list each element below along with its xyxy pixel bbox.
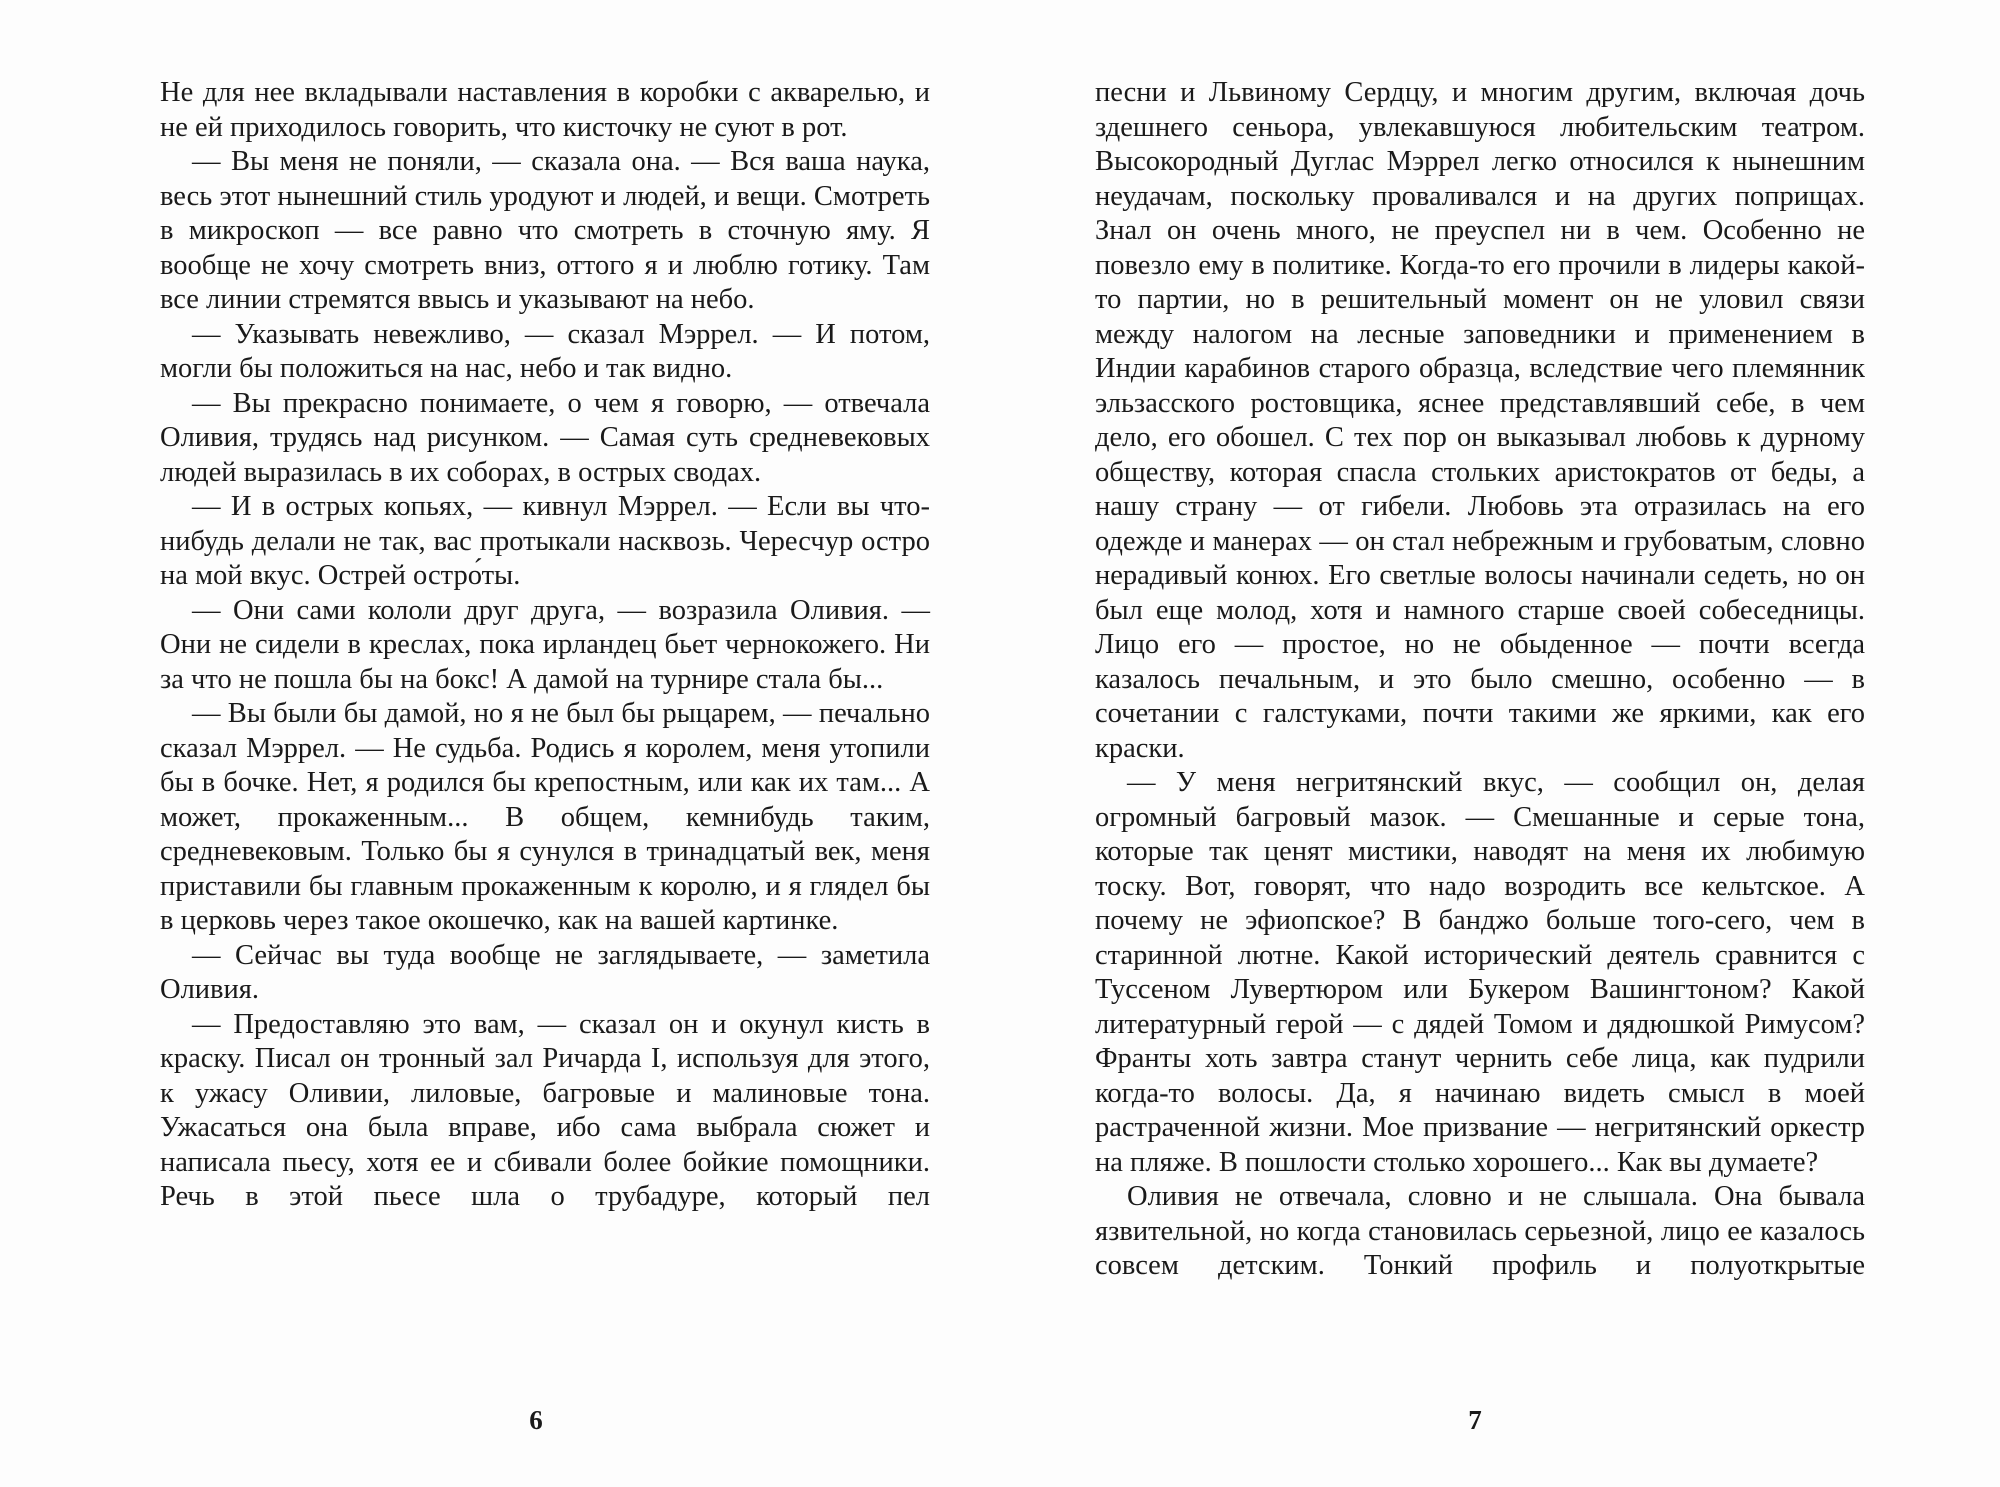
paragraph: Оливия не отвечала, словно и не слышала. Она бывала язвительной, но когда становилась серьезной, лицо ее казалось совсем детским. Тонкий профиль и полуоткрытые xyxy=(1095,1181,1865,1281)
paragraph: — И в острых копьях, — кивнул Мэррел. — Если вы что-нибудь делали не так, вас протыкали насквозь. Чересчур остро на мой вкус. Острей остро́ты. xyxy=(160,491,930,591)
paragraph: — Сейчас вы туда вообще не заглядываете, — заметила Оливия. xyxy=(160,939,930,1005)
paragraph: Не для нее вкладывали наставления в коробки с акварелью, и не ей приходилось говорить, что кисточку не суют в рот. xyxy=(160,77,930,143)
paragraph: песни и Львиному Сердцу, и многим другим, включая дочь здешнего сеньора, увлекавшуюся любительским театром. Высокородный Дуглас Мэррел легко относился к нынешним неудачам, поскольку проваливался и на других поприщах. Знал он очень много, не преуспел ни в чем. Особенно не повезло ему в политике. Когда-то его прочили в лидеры какой-то партии, но в решительный момент он не уловил связи между налогом на лесные заповедники и применением в Индии карабинов старого образца, вследствие чего племянник эльзасского ростовщика, яснее представлявший себе, в чем дело, его обошел. С тех пор он выказывал любовь к дурному обществу, которая спасла стольких аристократов от беды, а нашу страну — от гибели. Любовь эта отразилась на его одежде и манерах — он стал небрежным и грубоватым, словно нерадивый конюх. Его светлые волосы начинали седеть, но он был еще молод, хотя и намного старше своей собеседницы. Лицо его — простое, но не обыденное — почти всегда казалось печальным, и это было смешно, особенно — в сочетании с галстуками, почти такими же яркими, как его краски. xyxy=(1095,77,1865,764)
right-page-text xyxy=(1095,76,1865,1284)
paragraph: — Вы меня не поняли, — сказала она. — Вся ваша наука, весь этот нынешний стиль уродуют и людей, и вещи. Смотреть в микроскоп — все равно что смотреть в сточную яму. Я вообще не хочу смотреть вниз, оттого я и люблю готику. Там все линии стремятся ввысь и указывают на небо. xyxy=(160,146,930,315)
paragraph: — Они сами кололи друг друга, — возразила Оливия. — Они не сидели в креслах, пока ирландец бьет чернокожего. Ни за что не пошла бы на бокс! А дамой на турнире стала бы... xyxy=(160,594,930,695)
page-number-right: 7 xyxy=(1468,1405,1482,1435)
left-page-text xyxy=(160,76,930,1215)
paragraph: — Предоставляю это вам, — сказал он и окунул кисть в краску. Писал он тронный зал Ричарда I, используя для этого, к ужасу Оливии, лиловые, багровые и малиновые тона. Ужасаться она была вправе, ибо сама выбрала сюжет и написала пьесу, хотя ее и сбивали более бойкие помощники. Речь в этой пьесе шла о трубадуре, который пел xyxy=(160,1008,930,1212)
paragraph: — Вы прекрасно понимаете, о чем я говорю, — отвечала Оливия, трудясь над рисунком. — Самая суть средневековых людей выразилась в их соборах, в острых сводах. xyxy=(160,387,930,488)
paragraph: — У меня негритянский вкус, — сообщил он, делая огромный багровый мазок. — Смешанные и серые тона, которые так ценят мистики, наводят на меня их любимую тоску. Вот, говорят, что надо возродить все кельтское. А почему не эфиопское? В банджо больше того-сего, чем в старинной лютне. Какой исторический деятель сравнится с Туссеном Лувертюром или Букером Вашингтоном? Какой литературный герой — с дядей Томом и дядюшкой Римусом? Франты хоть завтра станут чернить себе лица, как пудрили когда-то волосы. Да, я начинаю видеть смысл в моей растраченной жизни. Мое призвание — негритянский оркестр на пляже. В пошлости столько хорошего... Как вы думаете? xyxy=(1095,767,1865,1178)
paragraph: — Указывать невежливо, — сказал Мэррел. — И потом, могли бы положиться на нас, небо и так видно. xyxy=(160,318,930,384)
paragraph: — Вы были бы дамой, но я не был бы рыцарем, — печально сказал Мэррел. — Не судьба. Родись я королем, меня утопили бы в бочке. Нет, я родился бы крепостным, или как их там... А может, прокаженным... В общем, кемнибудь таким, средневековым. Только бы я сунулся в тринадцатый век, меня приставили бы главным прокаженным к королю, и я глядел бы в церковь через такое окошечко, как на вашей картинке. xyxy=(160,698,930,936)
page-number-left: 6 xyxy=(529,1405,543,1435)
